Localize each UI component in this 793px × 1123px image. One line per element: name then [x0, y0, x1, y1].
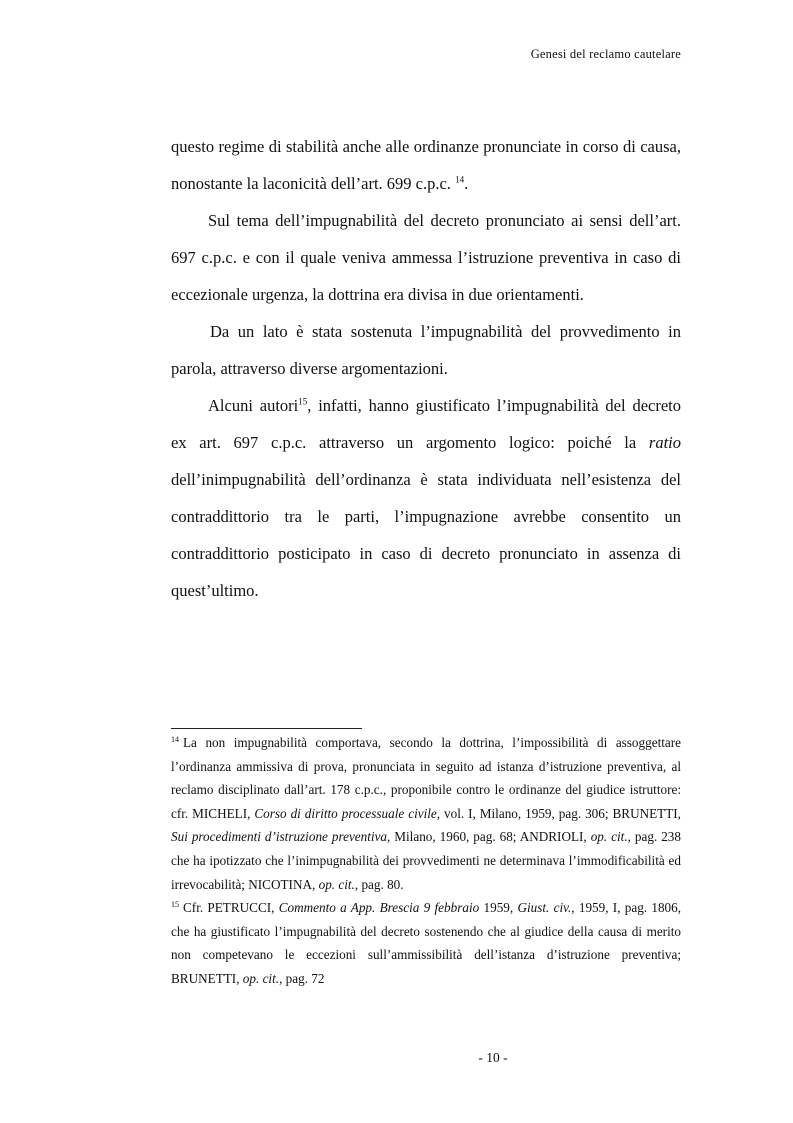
main-text — [171, 128, 681, 609]
page-number: - 10 - — [478, 1050, 508, 1065]
ratio-term: ratio — [648, 433, 682, 452]
footnote-marker-14: 14 — [171, 734, 179, 744]
footnote-separator — [171, 728, 362, 729]
paragraph-4: Alcuni autori$^{15}$, infatti, hanno giustificato l’impugnabilità del decreto ex art. 697 c.p.c. attraverso un argomento logico: poiché la ratio dell’inimpugnabilità dell’ordinanza è stata individuata nell’esistenza del contraddittorio tra le parti, l’impugnazione avrebbe consentito un contraddittorio posticipato in caso di decreto pronunciato in assenza di quest’ultimo. — [171, 396, 682, 600]
footnote-marker-15: 15 — [171, 899, 179, 909]
footnote-14: $^{14}$ La non impugnabilità comportava, secondo la dottrina, l’impossibilità di assoggettare l’ordinanza ammissiva di prova, pronunciata in seguito ad istanza d’istruzione preventiva, al reclamo disciplinato dall’art. 178 c.p.c., proponibile contro le ordinanze del giudice istruttore: cfr. MICHELI, Corso di diritto processuale civile, vol. I, Milano, 1959, pag. 306; BRUNETTI, Sui procedimenti d’istruzione preventiva, Milano, 1960, pag. 68; ANDRIOLI, op. cit., pag. 238 che ha ipotizzato che l’inimpugnabilità dei provvedimenti ne determinava l’immodificabilità ed irrevocabilità; NICOTINA, op. cit., pag. 80. — [171, 734, 681, 892]
paragraph-3: Da un lato è stata sostenuta l’impugnabilità del provvedimento in parola, attraverso diverse argomentazioni. — [171, 322, 681, 378]
footnote-ref-14: 14 — [455, 174, 465, 185]
footnote-15: $^{15}$ Cfr. PETRUCCI, Commento a App. Brescia 9 febbraio 1959, Giust. civ., 1959, I, pag. 1806, che ha giustificato l’impugnabilità del decreto sostenendo che al giudice della causa di merito non competevano le eccezioni sull’ammissibilità dell’istanza d’istruzione preventiva; BRUNETTI, op. cit., pag. 72 — [171, 899, 682, 986]
paragraph-1: questo regime di stabilità anche alle ordinanze pronunciate in corso di causa, nonostante la laconicità dell’art. 699 c.p.c. $^{14}$. — [171, 137, 681, 193]
running-header-title: Genesi del reclamo cautelare — [530, 47, 681, 61]
footnotes — [171, 731, 681, 991]
paragraph-2: Sul tema dell’impugnabilità del decreto pronunciato ai sensi dell’art. 697 c.p.c. e con il quale veniva ammessa l’istruzione preventiva in caso di eccezionale urgenza, la dottrina era divisa in due orientamenti. — [171, 211, 681, 304]
footnote-ref-15: 15 — [298, 396, 308, 407]
